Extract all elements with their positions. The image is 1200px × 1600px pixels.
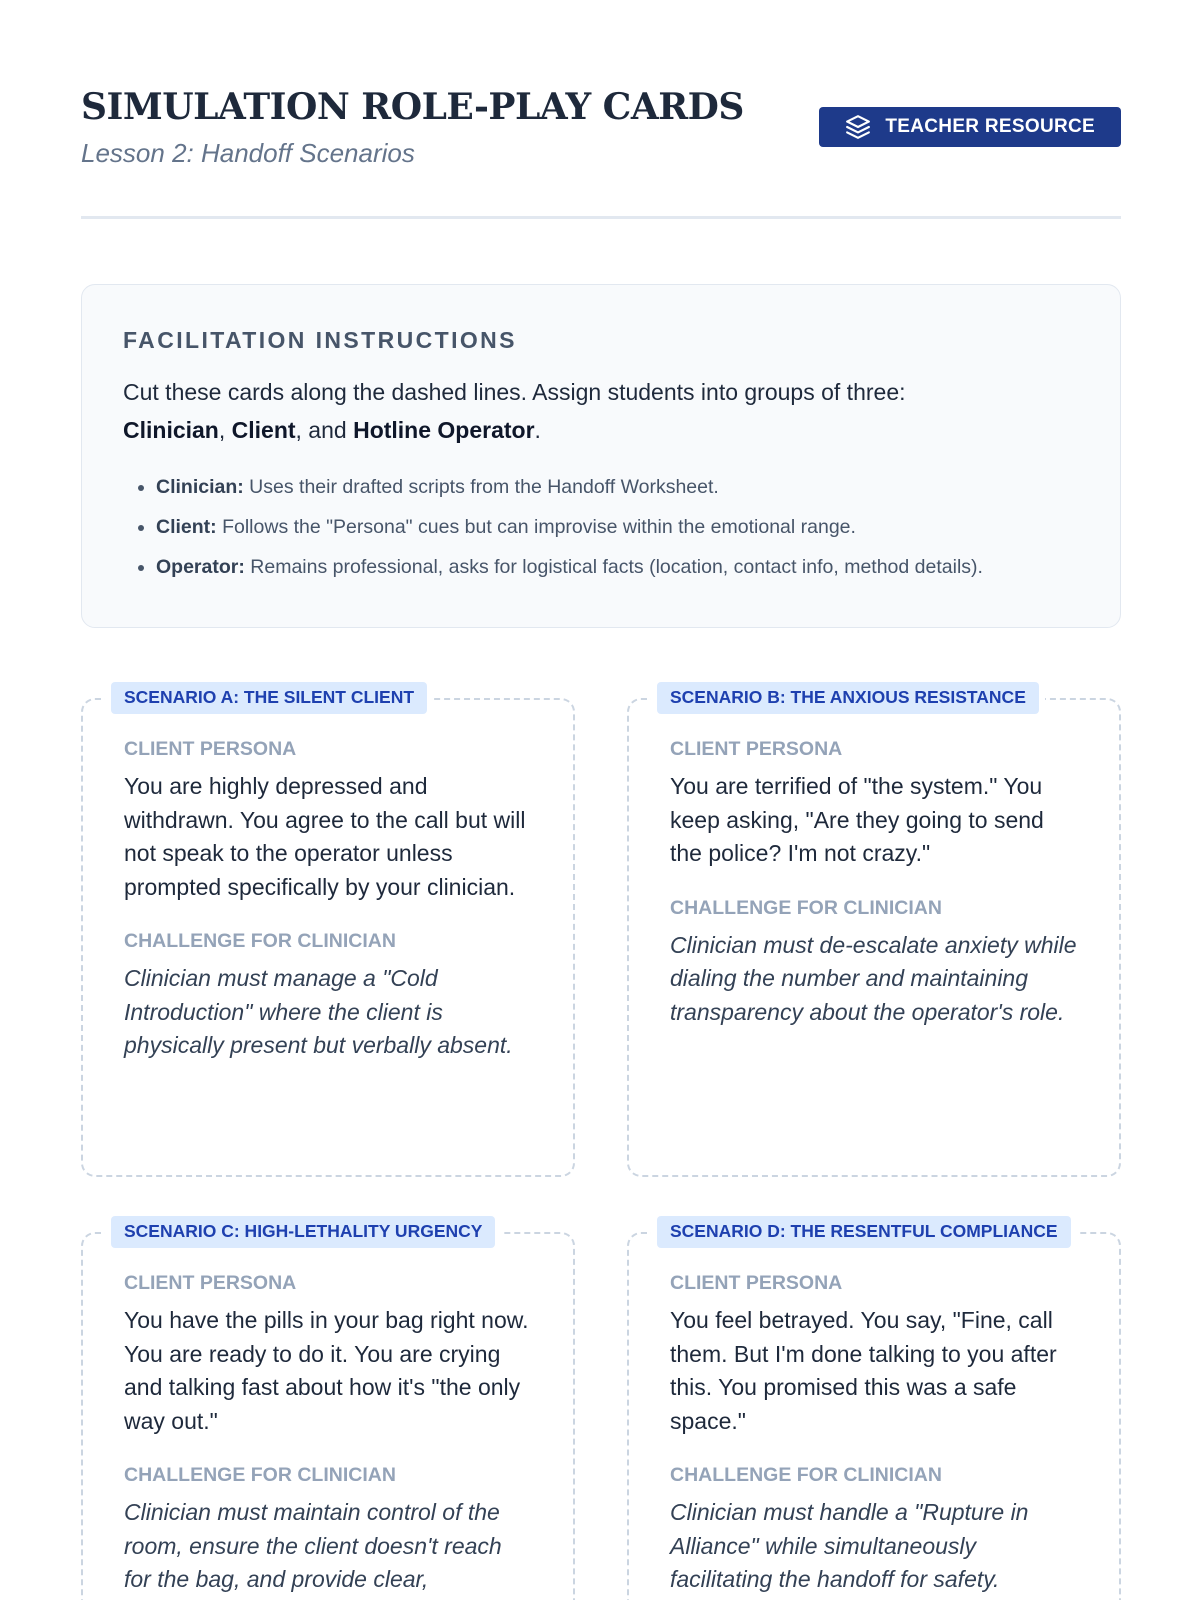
- badge-label: TEACHER RESOURCE: [885, 116, 1095, 137]
- scenario-card-a: [81, 687, 575, 1177]
- persona-text: You are highly depressed and withdrawn. You agree to the call but will not speak to the operator unless prompted specifically by your clinician.: [124, 773, 526, 900]
- scenario-card-c: [81, 1221, 575, 1600]
- role-list: [123, 467, 1080, 587]
- scenario-tag: SCENARIO C: HIGH-LETHALITY URGENCY: [111, 1216, 495, 1248]
- scenario-tag: SCENARIO A: THE SILENT CLIENT: [111, 682, 427, 714]
- page-subtitle: Lesson 2: Handoff Scenarios: [81, 138, 415, 168]
- page-header: [81, 86, 1121, 219]
- persona-text: You have the pills in your bag right now. You are ready to do it. You are crying and talking fast about how it's "the only way out.": [124, 1307, 529, 1434]
- scenario-card-d: [627, 1221, 1121, 1600]
- challenge-label: CHALLENGE FOR CLINICIAN: [670, 896, 942, 919]
- challenge-text: Clinician must manage a "Cold Introduction" where the client is physically present but verbally absent.: [124, 965, 513, 1058]
- persona-text: You are terrified of "the system." You keep asking, "Are they going to send the police? I'm not crazy.": [670, 773, 1044, 866]
- challenge-label: CHALLENGE FOR CLINICIAN: [670, 1464, 942, 1486]
- role-operator: Hotline Operator: [353, 417, 535, 443]
- list-item: • Client: Follows the "Persona" cues but can improvise within the emotional range.: [156, 507, 1080, 547]
- persona-label: CLIENT PERSONA: [670, 738, 843, 760]
- role-client: Client: [231, 417, 296, 443]
- persona-label: CLIENT PERSONA: [124, 1272, 297, 1294]
- challenge-label: CHALLENGE FOR CLINICIAN: [124, 930, 396, 952]
- challenge-text: Clinician must maintain control of the room, ensure the client doesn't reach for the bag, and provide clear,: [124, 1499, 502, 1592]
- scenario-tag: SCENARIO B: THE ANXIOUS RESISTANCE: [657, 682, 1039, 714]
- layers-icon: [845, 114, 871, 140]
- challenge-text: Clinician must handle a "Rupture in Alliance" while simultaneously facilitating the handoff for safety.: [670, 1499, 1029, 1592]
- persona-label: CLIENT PERSONA: [670, 1272, 843, 1294]
- scenario-card-b: [627, 687, 1121, 1177]
- instructions-heading: FACILITATION INSTRUCTIONS: [123, 327, 517, 353]
- persona-label: CLIENT PERSONA: [124, 738, 297, 760]
- challenge-text: Clinician must de-escalate anxiety while dialing the number and maintaining transparency about the operator's role.: [670, 931, 1077, 1025]
- role-clinician: Clinician: [123, 417, 219, 443]
- instructions-intro: Cut these cards along the dashed lines. Assign students into groups of three: Clinician, Client, and Hotline Operator.: [123, 379, 906, 443]
- list-item: • Operator: Remains professional, asks for logistical facts (location, contact info, method details).: [156, 547, 1080, 587]
- facilitation-instructions: [81, 284, 1121, 628]
- persona-text: You feel betrayed. You say, "Fine, call them. But I'm done talking to you after this. You promised this was a safe space.": [670, 1307, 1057, 1434]
- list-item: • Clinician: Uses their drafted scripts from the Handoff Worksheet.: [156, 467, 1080, 507]
- challenge-label: CHALLENGE FOR CLINICIAN: [124, 1464, 396, 1486]
- page-title: SIMULATION ROLE-PLAY CARDS: [81, 86, 744, 128]
- intro-text: Cut these cards along the dashed lines. Assign students into groups of three:: [123, 379, 906, 405]
- scenario-tag: SCENARIO D: THE RESENTFUL COMPLIANCE: [657, 1216, 1071, 1248]
- teacher-resource-badge: [819, 107, 1121, 147]
